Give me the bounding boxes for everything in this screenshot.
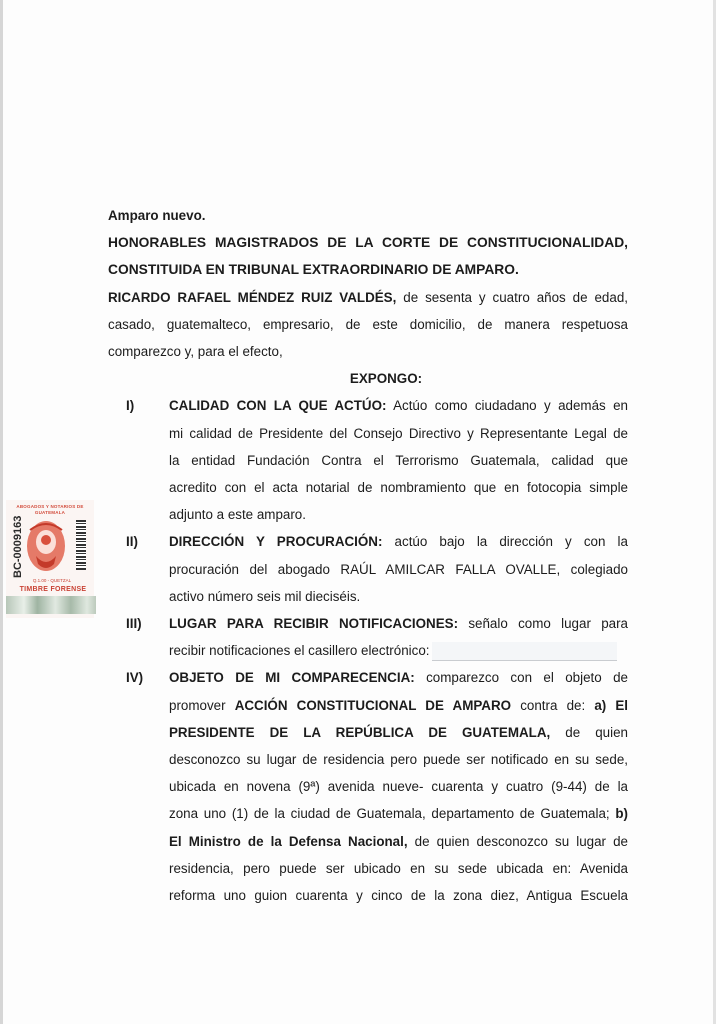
item-title: LUGAR PARA RECIBIR NOTIFICACIONES: bbox=[169, 616, 459, 632]
item-text: recibir notificaciones el casillero electrónico: bbox=[169, 643, 430, 659]
document-body bbox=[108, 202, 628, 909]
item-text: actúo bajo la dirección y con la bbox=[382, 534, 628, 550]
petitioner-line-1-text: de sesenta y cuatro años de edad, bbox=[396, 289, 628, 305]
petitioner-line-3: comparezco y, para el efecto, bbox=[108, 344, 283, 360]
stamp-emblem-icon bbox=[24, 516, 68, 574]
item-text: promover bbox=[169, 697, 235, 713]
item-1-line-4: acredito con el acta notarial de nombramiento que en fotocopia simple bbox=[169, 480, 628, 496]
addressee bbox=[108, 229, 628, 283]
item-4-line-7 bbox=[169, 828, 628, 855]
respondent-b-label: b) bbox=[615, 806, 628, 822]
item-3-line-2 bbox=[169, 637, 628, 664]
stamp-security-strip bbox=[6, 596, 96, 614]
item-1-line-5: adjunto a este amparo. bbox=[169, 507, 306, 523]
item-4-line-5: ubicada en novena (9ª) avenida nueve- cuarenta y cuatro (9-44) de la bbox=[169, 779, 628, 795]
stamp-label: TIMBRE FORENSE bbox=[19, 586, 87, 593]
item-4 bbox=[108, 664, 628, 909]
item-text: Actúo como ciudadano y además en bbox=[386, 398, 628, 414]
item-4-line-2 bbox=[169, 692, 628, 719]
item-text: comparezco con el objeto de bbox=[414, 670, 628, 686]
stamp-issuer: ABOGADOS Y NOTARIOS DE GUATEMALA bbox=[16, 504, 84, 515]
item-4-line-3 bbox=[169, 719, 628, 746]
stamp-barcode bbox=[76, 520, 86, 570]
item-4-line-9: reforma uno guion cuarenta y cinco de la zona diez, Antigua Escuela bbox=[169, 888, 628, 904]
item-3 bbox=[108, 610, 628, 664]
addressee-line-2: CONSTITUIDA EN TRIBUNAL EXTRAORDINARIO DE AMPARO. bbox=[108, 262, 519, 278]
respondent-a: PRESIDENTE DE LA REPÚBLICA DE GUATEMALA, bbox=[169, 724, 551, 740]
item-text: de quien desconozco su lugar de bbox=[407, 833, 628, 849]
section-title: EXPONGO: bbox=[349, 371, 423, 387]
item-title: OBJETO DE MI COMPARECENCIA: bbox=[169, 670, 415, 686]
item-title: DIRECCIÓN Y PROCURACIÓN: bbox=[169, 534, 383, 550]
item-text: señalo como lugar para bbox=[458, 616, 628, 632]
petitioner-line-2: casado, guatemalteco, empresario, de este domicilio, de manera respetuosa bbox=[108, 316, 628, 332]
item-4-line-1 bbox=[169, 664, 628, 691]
item-4-line-4: desconozco su lugar de residencia pero puede ser notificado en su sede, bbox=[169, 752, 628, 768]
action-type: ACCIÓN CONSTITUCIONAL DE AMPARO bbox=[234, 697, 512, 713]
petitioner-name: RICARDO RAFAEL MÉNDEZ RUIZ VALDÉS, bbox=[108, 289, 397, 305]
petitioner-paragraph bbox=[108, 284, 628, 366]
item-2-line-3: activo número seis mil dieciséis. bbox=[169, 588, 361, 604]
item-1-line-2: mi calidad de Presidente del Consejo Directivo y Representante Legal de bbox=[169, 425, 628, 441]
stamp-value: Q.1.00 - QUETZAL bbox=[32, 578, 72, 583]
page-edge-left bbox=[0, 0, 3, 1024]
item-number: II) bbox=[126, 534, 138, 550]
item-number: III) bbox=[126, 616, 142, 632]
item-1-line-1 bbox=[169, 392, 628, 419]
stamp-serial: BC-0009163 bbox=[12, 515, 24, 578]
redacted-email-field bbox=[432, 642, 617, 661]
item-text: zona uno (1) de la ciudad de Guatemala, departamento de Guatemala; bbox=[169, 806, 616, 822]
addressee-line-1: HONORABLES MAGISTRADOS DE LA CORTE DE CONSTITUCIONALIDAD, bbox=[108, 235, 628, 251]
item-1 bbox=[108, 392, 628, 528]
item-text: de quien bbox=[550, 724, 628, 740]
item-number: IV) bbox=[126, 670, 144, 686]
item-4-line-6 bbox=[169, 800, 628, 827]
item-4-line-8: residencia, pero puede ser ubicado en su sede ubicada en: Avenida bbox=[169, 860, 628, 876]
timbre-forense-stamp bbox=[6, 500, 94, 618]
item-text: contra de: bbox=[511, 697, 595, 713]
respondent-a-label: a) El bbox=[594, 697, 629, 713]
header-note: Amparo nuevo. bbox=[108, 208, 206, 223]
item-2 bbox=[108, 528, 628, 610]
respondent-b: El Ministro de la Defensa Nacional, bbox=[169, 833, 408, 849]
item-1-line-3: la entidad Fundación Contra el Terrorismo Guatemala, calidad que bbox=[169, 452, 628, 468]
item-2-line-2: procuración del abogado RAÚL AMILCAR FALLA OVALLE, colegiado bbox=[169, 561, 628, 577]
item-number: I) bbox=[126, 398, 135, 414]
item-2-line-1 bbox=[169, 528, 628, 555]
petitioner-line-1 bbox=[108, 284, 628, 311]
item-title: CALIDAD CON LA QUE ACTÚO: bbox=[169, 398, 387, 414]
item-3-line-1 bbox=[169, 610, 628, 637]
